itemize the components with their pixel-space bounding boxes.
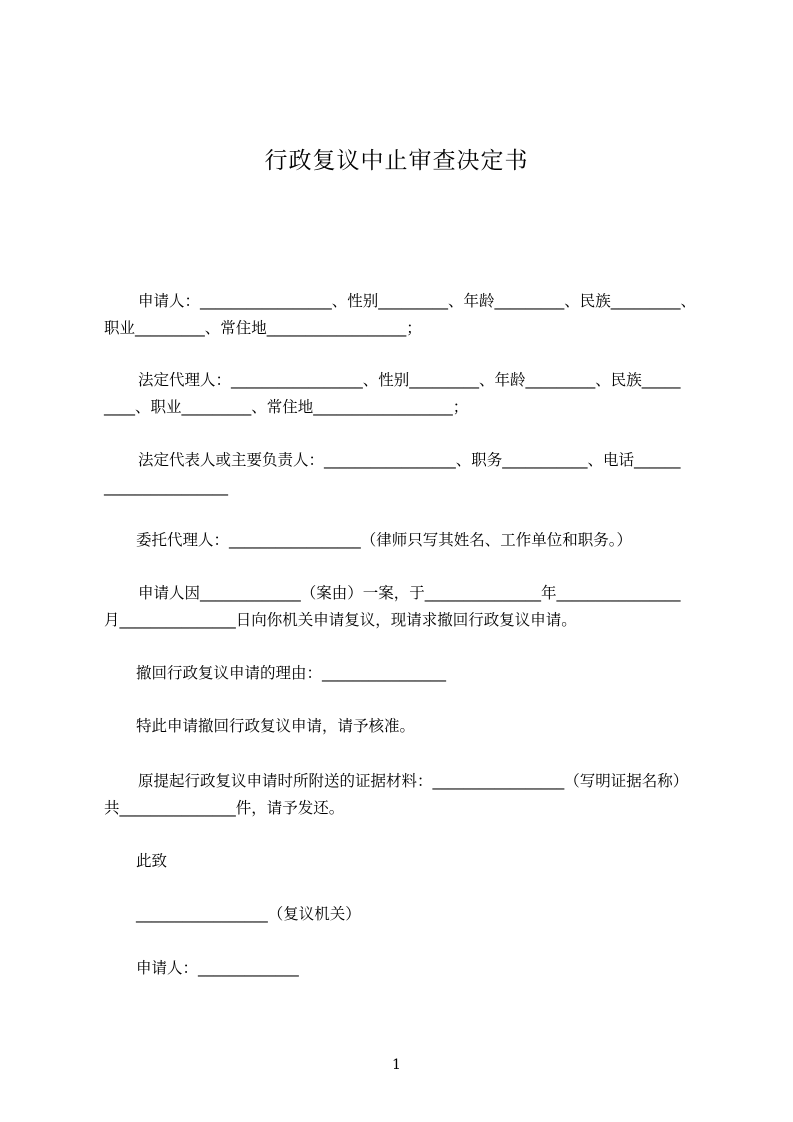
signature-applicant-line: 申请人：_____________	[136, 959, 299, 977]
entrusted-agent-line: 委托代理人：_________________（律师只写其姓名、工作单位和职务。）	[136, 531, 633, 549]
case-line-2: 月_______________日向你机关申请复议，现请求撤回行政复议申请。	[104, 611, 577, 629]
evidence-line-2: 共_______________件，请予发还。	[104, 799, 345, 817]
evidence-line-1: 原提起行政复议申请时所附送的证据材料：_________________（写明证据名称）	[138, 772, 689, 790]
legal-agent-line-1: 法定代理人：_________________、性别_________、年龄_________、民族_____	[138, 371, 681, 389]
salutation-line: 此致	[136, 852, 168, 870]
case-line-1: 申请人因_____________（案由）一案，于_______________年________________	[138, 584, 681, 602]
legal-representative-line-2: ________________	[104, 478, 228, 496]
approval-request-line: 特此申请撤回行政复议申请，请予核准。	[136, 717, 416, 735]
legal-agent-line-2: ____、职业_________、常住地__________________；	[104, 398, 469, 416]
review-authority-line: _________________（复议机关）	[136, 905, 361, 923]
applicant-line-1: 申请人：_________________、性别_________、年龄_________、民族_________、	[138, 292, 697, 310]
document-title: 行政复议中止审查决定书	[264, 148, 529, 174]
applicant-line-2: 职业_________、常住地__________________；	[104, 319, 422, 337]
withdraw-reason-line: 撤回行政复议申请的理由：________________	[136, 664, 447, 682]
page-number: 1	[392, 1057, 401, 1073]
legal-representative-line-1: 法定代表人或主要负责人：_________________、职务___________、电话______	[138, 451, 681, 469]
